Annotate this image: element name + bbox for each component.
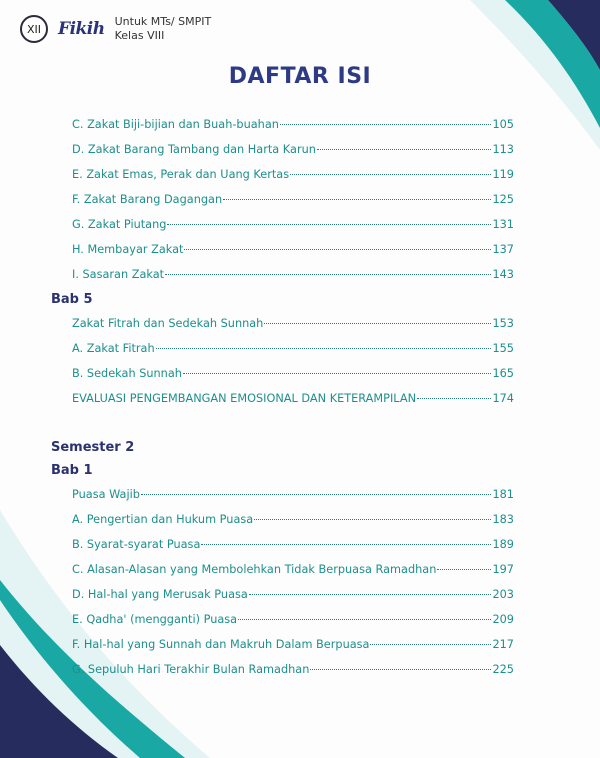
toc-entry-label: G. Zakat Piutang xyxy=(72,218,167,231)
toc-entry-page: 125 xyxy=(492,193,514,206)
dot-leader xyxy=(249,594,492,595)
toc-entry-label: I. Sasaran Zakat xyxy=(72,268,165,281)
toc-entry[interactable] xyxy=(72,513,514,526)
toc-entry[interactable] xyxy=(72,243,514,256)
page-title: DAFTAR ISI xyxy=(228,64,372,89)
toc-entry-page: 197 xyxy=(492,563,514,576)
toc-entry[interactable] xyxy=(72,168,514,181)
toc-entry[interactable] xyxy=(72,588,514,601)
section-heading: Bab 1 xyxy=(51,463,93,478)
toc-entry[interactable] xyxy=(72,663,514,676)
toc-entry[interactable] xyxy=(72,193,514,206)
toc-entry[interactable] xyxy=(72,563,514,576)
toc-entry-label: C. Zakat Biji-bijian dan Buah-buahan xyxy=(72,118,279,131)
dot-leader xyxy=(201,544,491,545)
toc-entry-page: 189 xyxy=(492,538,514,551)
toc-entry-page: 153 xyxy=(492,317,514,330)
dot-leader xyxy=(156,348,492,349)
toc-entry-page: 217 xyxy=(492,638,514,651)
toc-entry-page: 155 xyxy=(492,342,514,355)
dot-leader xyxy=(317,149,492,150)
toc-entry[interactable] xyxy=(72,367,514,380)
toc-entry-label: E. Zakat Emas, Perak dan Uang Kertas xyxy=(72,168,290,181)
dot-leader xyxy=(238,619,491,620)
toc-entry-label: A. Zakat Fitrah xyxy=(72,342,155,355)
dot-leader xyxy=(223,199,491,200)
toc-entry-page: 203 xyxy=(492,588,514,601)
toc-entry[interactable] xyxy=(72,538,514,551)
toc-entry-page: 113 xyxy=(492,143,514,156)
toc-entry-label: F. Zakat Barang Dagangan xyxy=(72,193,223,206)
toc-entry-label: EVALUASI PENGEMBANGAN EMOSIONAL DAN KETERAMPILAN xyxy=(72,392,417,405)
section-heading: Semester 2 xyxy=(51,440,135,455)
toc-entry-page: 137 xyxy=(492,243,514,256)
toc-entry-page: 183 xyxy=(492,513,514,526)
toc-entry-label: C. Alasan-Alasan yang Membolehkan Tidak Berpuasa Ramadhan xyxy=(72,563,437,576)
toc-entry-page: 105 xyxy=(492,118,514,131)
toc-entry[interactable] xyxy=(72,268,514,281)
toc-entry-page: 174 xyxy=(492,392,514,405)
dot-leader xyxy=(165,274,491,275)
subtitle-line-1: Untuk MTs/ SMPIT xyxy=(114,15,212,28)
toc-entry[interactable] xyxy=(72,488,514,501)
toc-entry-label: B. Sedekah Sunnah xyxy=(72,367,182,380)
toc-entry-page: 209 xyxy=(492,613,514,626)
toc-entry-label: Zakat Fitrah dan Sedekah Sunnah xyxy=(72,317,264,330)
grade-badge: XII xyxy=(20,15,48,43)
toc-entry-page: 225 xyxy=(492,663,514,676)
toc-entry-page: 165 xyxy=(492,367,514,380)
toc-entry-label: D. Hal-hal yang Merusak Puasa xyxy=(72,588,248,601)
dot-leader xyxy=(254,519,491,520)
toc-entry[interactable] xyxy=(72,143,514,156)
toc-entry[interactable] xyxy=(72,392,514,405)
toc-entry[interactable] xyxy=(72,118,514,131)
toc-entry-label: A. Pengertian dan Hukum Puasa xyxy=(72,513,254,526)
dot-leader xyxy=(417,398,491,399)
toc-entry-page: 143 xyxy=(492,268,514,281)
dot-leader xyxy=(264,323,491,324)
dot-leader xyxy=(141,494,492,495)
toc-entry-page: 131 xyxy=(492,218,514,231)
dot-leader xyxy=(290,174,491,175)
subtitle-line-2: Kelas VIII xyxy=(114,29,165,42)
section-heading: Bab 5 xyxy=(51,292,93,307)
toc-entry-label: H. Membayar Zakat xyxy=(72,243,184,256)
toc-entry[interactable] xyxy=(72,218,514,231)
dot-leader xyxy=(437,569,491,570)
toc-entry-label: E. Qadha' (mengganti) Puasa xyxy=(72,613,238,626)
dot-leader xyxy=(184,249,491,250)
toc-entry-label: B. Syarat-syarat Puasa xyxy=(72,538,201,551)
book-subtitle xyxy=(115,15,212,43)
dot-leader xyxy=(370,644,491,645)
toc-entry[interactable] xyxy=(72,317,514,330)
toc-entry-label: Puasa Wajib xyxy=(72,488,140,501)
brand-logo: Fikih xyxy=(58,19,105,39)
toc-entry[interactable] xyxy=(72,638,514,651)
toc-entry-page: 119 xyxy=(492,168,514,181)
page-header xyxy=(20,12,211,46)
toc-entry-label: F. Hal-hal yang Sunnah dan Makruh Dalam Berpuasa xyxy=(72,638,370,651)
dot-leader xyxy=(280,124,492,125)
toc-entry[interactable] xyxy=(72,342,514,355)
toc-entry[interactable] xyxy=(72,613,514,626)
toc-entry-page: 181 xyxy=(492,488,514,501)
toc-entry-label: D. Zakat Barang Tambang dan Harta Karun xyxy=(72,143,316,156)
toc-entry-label: G. Sepuluh Hari Terakhir Bulan Ramadhan xyxy=(72,663,310,676)
dot-leader xyxy=(310,669,491,670)
dot-leader xyxy=(183,373,492,374)
dot-leader xyxy=(167,224,491,225)
